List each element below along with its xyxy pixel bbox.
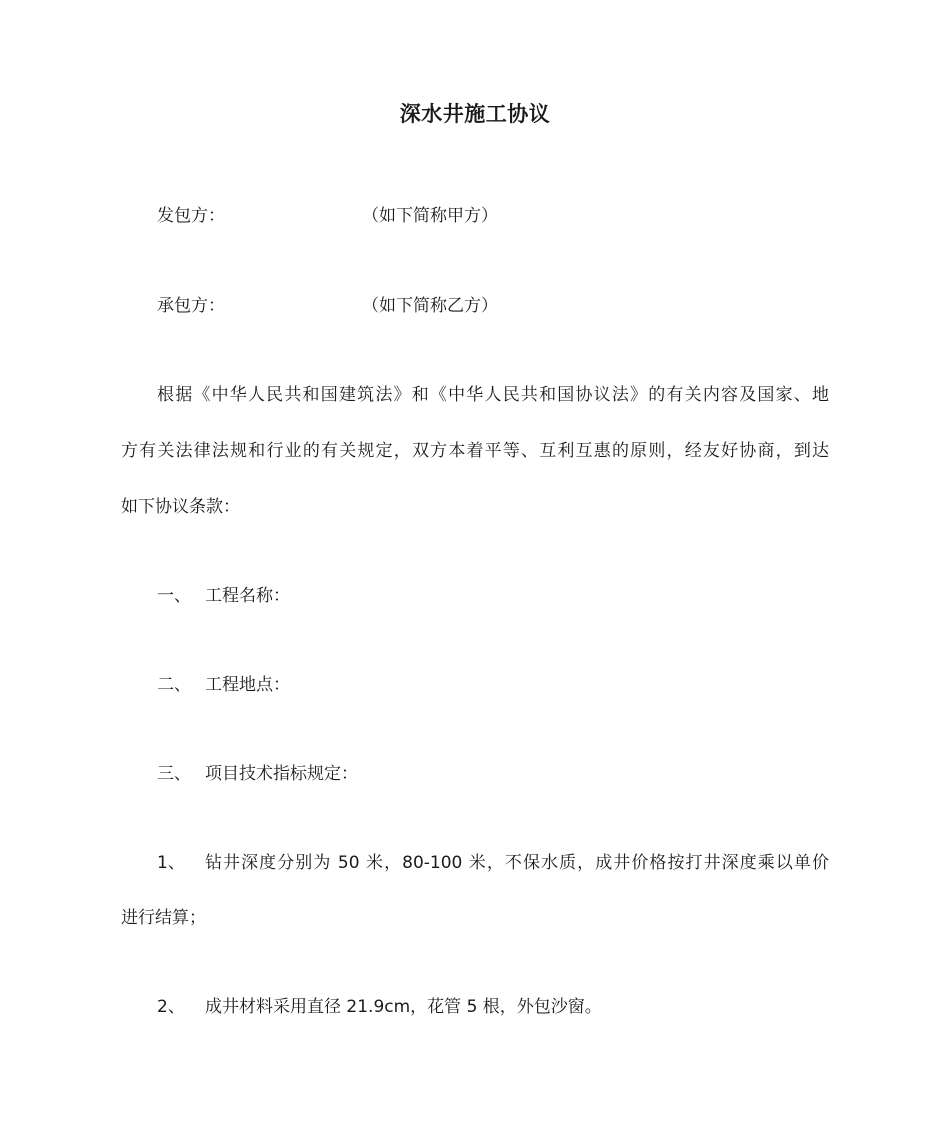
contractor-note: （如下简称乙方）	[362, 296, 498, 316]
contractor-line	[157, 294, 225, 318]
contractor-label: 承包方：	[157, 296, 225, 316]
employer-note: （如下简称甲方）	[362, 206, 498, 226]
section-heading-project-location: 工程地点：	[205, 675, 290, 695]
intro-line-1: 根据《中华人民共和国建筑法》和《中华人民共和国协议法》的有关内容及国家、地	[157, 385, 829, 405]
intro-line-3: 如下协议条款：	[121, 497, 240, 517]
section-number: 一、	[157, 586, 191, 606]
item-2-line-1: 成井材料采用直径 21.9cm，花管 5 根，外包沙窗。	[205, 997, 602, 1017]
item-1-line-1: 钻井深度分别为 50 米，80-100 米，不保水质，成井价格按打井深度乘以单价	[205, 853, 829, 873]
employer-label: 发包方：	[157, 206, 225, 226]
section-heading-technical-requirements: 项目技术指标规定：	[205, 764, 358, 784]
item-1-line-2: 进行结算；	[121, 908, 206, 928]
document-title: 深水井施工协议	[399, 102, 551, 126]
item-number: 1、	[157, 853, 185, 873]
item-number: 2、	[157, 997, 185, 1017]
section-heading-project-name: 工程名称：	[205, 586, 290, 606]
intro-line-2: 方有关法律法规和行业的有关规定，双方本着平等、互利互惠的原则，经友好协商，到达	[121, 441, 829, 461]
employer-line	[157, 204, 225, 228]
section-number: 三、	[157, 764, 191, 784]
section-number: 二、	[157, 675, 191, 695]
